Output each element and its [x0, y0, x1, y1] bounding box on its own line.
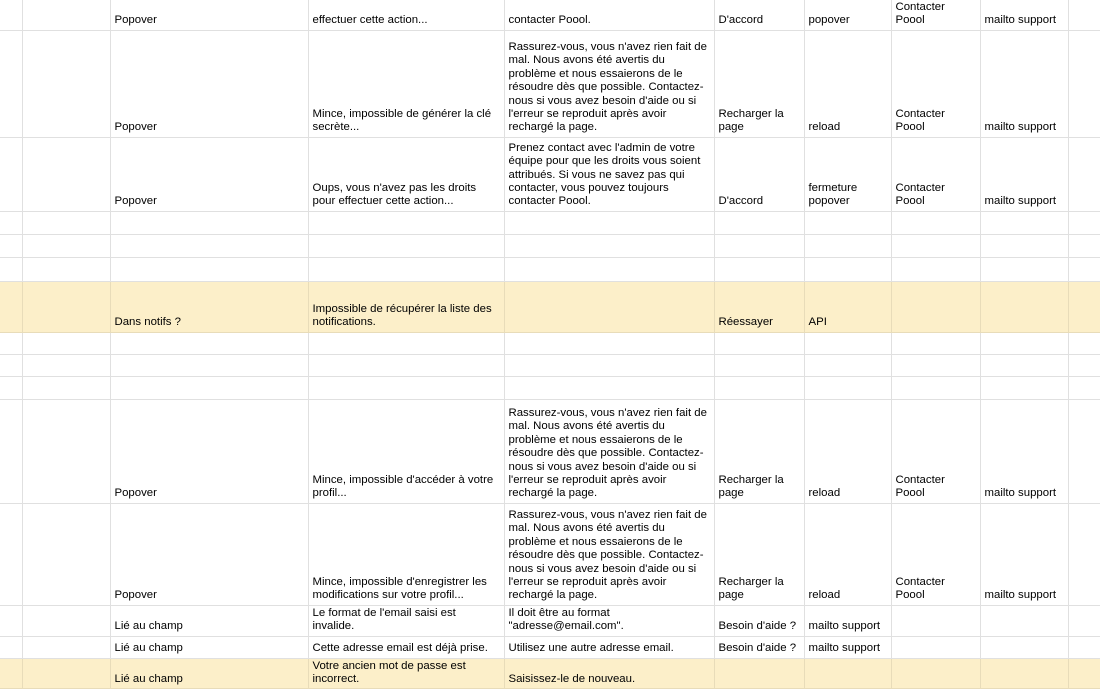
cell-col_c-9[interactable] — [110, 354, 308, 376]
cell-col_j-6[interactable] — [1068, 257, 1100, 281]
cell-col_e-2[interactable]: Rassurez-vous, vous n'avez rien fait de mal. Nous avons été avertis du problème et nous essaierons de le résoudre dès que possible. Contactez-nous si vous avez besoin d'aide ou si l'erreur se reproduit après avoir rechargé la page. — [504, 30, 714, 137]
cell-col_a-13[interactable] — [0, 605, 22, 636]
cell-col_b-12[interactable] — [22, 503, 110, 605]
cell-col_e-15[interactable]: Saisissez-le de nouveau. — [504, 658, 714, 689]
cell-col_i-5[interactable] — [980, 234, 1068, 257]
cell-col_b-14[interactable] — [22, 636, 110, 658]
cell-col_h-12[interactable]: Contacter Poool — [891, 503, 980, 605]
cell-col_i-1[interactable]: mailto support — [980, 0, 1068, 30]
table-row[interactable] — [0, 234, 1100, 257]
cell-col_f-11[interactable]: Recharger la page — [714, 399, 804, 503]
cell-col_i-15[interactable] — [980, 658, 1068, 689]
cell-col_a-5[interactable] — [0, 234, 22, 257]
cell-col_g-13[interactable]: mailto support — [804, 605, 891, 636]
cell-col_e-5[interactable] — [504, 234, 714, 257]
cell-col_a-3[interactable] — [0, 137, 22, 211]
cell-col_a-7[interactable] — [0, 281, 22, 332]
cell-col_j-3[interactable] — [1068, 137, 1100, 211]
cell-col_b-3[interactable] — [22, 137, 110, 211]
cell-col_i-11[interactable]: mailto support — [980, 399, 1068, 503]
cell-col_i-13[interactable] — [980, 605, 1068, 636]
cell-col_c-7[interactable]: Dans notifs ? — [110, 281, 308, 332]
cell-col_d-6[interactable] — [308, 257, 504, 281]
cell-col_j-2[interactable] — [1068, 30, 1100, 137]
cell-col_d-3[interactable]: Oups, vous n'avez pas les droits pour effectuer cette action... — [308, 137, 504, 211]
table-row[interactable] — [0, 257, 1100, 281]
cell-col_d-1[interactable]: effectuer cette action... — [308, 0, 504, 30]
cell-col_e-1[interactable]: contacter Poool. — [504, 0, 714, 30]
cell-col_i-3[interactable]: mailto support — [980, 137, 1068, 211]
cell-col_i-4[interactable] — [980, 211, 1068, 234]
cell-col_i-12[interactable]: mailto support — [980, 503, 1068, 605]
cell-col_d-7[interactable]: Impossible de récupérer la liste des notifications. — [308, 281, 504, 332]
cell-col_b-7[interactable] — [22, 281, 110, 332]
cell-col_f-9[interactable] — [714, 354, 804, 376]
table-row[interactable] — [0, 658, 1100, 689]
cell-col_h-1[interactable]: Contacter Poool — [891, 0, 980, 30]
cell-col_d-8[interactable] — [308, 332, 504, 354]
cell-col_b-13[interactable] — [22, 605, 110, 636]
cell-col_h-9[interactable] — [891, 354, 980, 376]
cell-col_g-6[interactable] — [804, 257, 891, 281]
cell-col_h-7[interactable] — [891, 281, 980, 332]
cell-col_b-2[interactable] — [22, 30, 110, 137]
cell-col_h-15[interactable] — [891, 658, 980, 689]
cell-col_f-8[interactable] — [714, 332, 804, 354]
cell-col_h-4[interactable] — [891, 211, 980, 234]
cell-col_b-9[interactable] — [22, 354, 110, 376]
cell-col_h-8[interactable] — [891, 332, 980, 354]
cell-col_f-1[interactable]: D'accord — [714, 0, 804, 30]
cell-col_a-15[interactable] — [0, 658, 22, 689]
cell-col_e-8[interactable] — [504, 332, 714, 354]
cell-col_h-5[interactable] — [891, 234, 980, 257]
cell-col_j-12[interactable] — [1068, 503, 1100, 605]
cell-col_j-14[interactable] — [1068, 636, 1100, 658]
table-row[interactable] — [0, 0, 1100, 30]
table-row[interactable] — [0, 354, 1100, 376]
cell-col_c-11[interactable]: Popover — [110, 399, 308, 503]
cell-col_e-9[interactable] — [504, 354, 714, 376]
cell-col_c-2[interactable]: Popover — [110, 30, 308, 137]
cell-col_i-7[interactable] — [980, 281, 1068, 332]
cell-col_h-11[interactable]: Contacter Poool — [891, 399, 980, 503]
cell-col_b-5[interactable] — [22, 234, 110, 257]
cell-col_i-14[interactable] — [980, 636, 1068, 658]
cell-col_f-3[interactable]: D'accord — [714, 137, 804, 211]
cell-col_g-4[interactable] — [804, 211, 891, 234]
cell-col_a-6[interactable] — [0, 257, 22, 281]
cell-col_g-8[interactable] — [804, 332, 891, 354]
cell-col_i-9[interactable] — [980, 354, 1068, 376]
cell-col_e-12[interactable]: Rassurez-vous, vous n'avez rien fait de mal. Nous avons été avertis du problème et nous essaierons de le résoudre dès que possible. Contactez-nous si vous avez besoin d'aide ou si l'erreur se reproduit après avoir rechargé la page. — [504, 503, 714, 605]
cell-col_d-4[interactable] — [308, 211, 504, 234]
cell-col_h-2[interactable]: Contacter Poool — [891, 30, 980, 137]
cell-col_f-6[interactable] — [714, 257, 804, 281]
table-row[interactable] — [0, 281, 1100, 332]
cell-col_i-2[interactable]: mailto support — [980, 30, 1068, 137]
cell-col_d-9[interactable] — [308, 354, 504, 376]
cell-col_f-2[interactable]: Recharger la page — [714, 30, 804, 137]
cell-col_j-9[interactable] — [1068, 354, 1100, 376]
cell-col_i-10[interactable] — [980, 376, 1068, 399]
cell-col_f-12[interactable]: Recharger la page — [714, 503, 804, 605]
cell-col_a-1[interactable] — [0, 0, 22, 30]
cell-col_e-7[interactable] — [504, 281, 714, 332]
cell-col_c-12[interactable]: Popover — [110, 503, 308, 605]
cell-col_a-2[interactable] — [0, 30, 22, 137]
cell-col_e-10[interactable] — [504, 376, 714, 399]
cell-col_g-12[interactable]: reload — [804, 503, 891, 605]
cell-col_b-11[interactable] — [22, 399, 110, 503]
table-row[interactable] — [0, 30, 1100, 137]
table-row[interactable] — [0, 605, 1100, 636]
cell-col_h-14[interactable] — [891, 636, 980, 658]
cell-col_i-8[interactable] — [980, 332, 1068, 354]
cell-col_g-14[interactable]: mailto support — [804, 636, 891, 658]
cell-col_d-14[interactable]: Cette adresse email est déjà prise. — [308, 636, 504, 658]
cell-col_j-7[interactable] — [1068, 281, 1100, 332]
cell-col_e-14[interactable]: Utilisez une autre adresse email. — [504, 636, 714, 658]
cell-col_e-3[interactable]: Prenez contact avec l'admin de votre équipe pour que les droits vous soient attribués. Si vous ne savez pas qui contacter, vous pouvez toujours contacter Poool. — [504, 137, 714, 211]
cell-col_a-4[interactable] — [0, 211, 22, 234]
cell-col_e-4[interactable] — [504, 211, 714, 234]
cell-col_j-4[interactable] — [1068, 211, 1100, 234]
cell-col_e-13[interactable]: Il doit être au format "adresse@email.com". — [504, 605, 714, 636]
cell-col_f-7[interactable]: Réessayer — [714, 281, 804, 332]
cell-col_d-11[interactable]: Mince, impossible d'accéder à votre profil... — [308, 399, 504, 503]
cell-col_g-2[interactable]: reload — [804, 30, 891, 137]
cell-col_c-14[interactable]: Lié au champ — [110, 636, 308, 658]
table-row[interactable] — [0, 399, 1100, 503]
cell-col_c-1[interactable]: Popover — [110, 0, 308, 30]
cell-col_d-13[interactable]: Le format de l'email saisi est invalide. — [308, 605, 504, 636]
cell-col_i-6[interactable] — [980, 257, 1068, 281]
cell-col_c-6[interactable] — [110, 257, 308, 281]
cell-col_g-11[interactable]: reload — [804, 399, 891, 503]
cell-col_j-1[interactable] — [1068, 0, 1100, 30]
cell-col_g-1[interactable]: popover — [804, 0, 891, 30]
cell-col_g-15[interactable] — [804, 658, 891, 689]
table-row[interactable] — [0, 211, 1100, 234]
cell-col_j-8[interactable] — [1068, 332, 1100, 354]
cell-col_f-5[interactable] — [714, 234, 804, 257]
cell-col_b-6[interactable] — [22, 257, 110, 281]
table-row[interactable] — [0, 376, 1100, 399]
cell-col_a-12[interactable] — [0, 503, 22, 605]
cell-col_f-14[interactable]: Besoin d'aide ? — [714, 636, 804, 658]
cell-col_g-10[interactable] — [804, 376, 891, 399]
cell-col_j-13[interactable] — [1068, 605, 1100, 636]
cell-col_f-13[interactable]: Besoin d'aide ? — [714, 605, 804, 636]
cell-col_j-15[interactable] — [1068, 658, 1100, 689]
cell-col_c-4[interactable] — [110, 211, 308, 234]
cell-col_j-11[interactable] — [1068, 399, 1100, 503]
cell-col_d-5[interactable] — [308, 234, 504, 257]
cell-col_g-3[interactable]: fermeture popover — [804, 137, 891, 211]
cell-col_f-10[interactable] — [714, 376, 804, 399]
cell-col_g-9[interactable] — [804, 354, 891, 376]
cell-col_a-14[interactable] — [0, 636, 22, 658]
cell-col_j-10[interactable] — [1068, 376, 1100, 399]
cell-col_f-15[interactable] — [714, 658, 804, 689]
cell-col_c-13[interactable]: Lié au champ — [110, 605, 308, 636]
cell-col_c-15[interactable]: Lié au champ — [110, 658, 308, 689]
cell-col_h-13[interactable] — [891, 605, 980, 636]
cell-col_b-4[interactable] — [22, 211, 110, 234]
cell-col_f-4[interactable] — [714, 211, 804, 234]
cell-col_a-9[interactable] — [0, 354, 22, 376]
cell-col_a-11[interactable] — [0, 399, 22, 503]
cell-col_a-10[interactable] — [0, 376, 22, 399]
cell-col_g-5[interactable] — [804, 234, 891, 257]
cell-col_c-5[interactable] — [110, 234, 308, 257]
cell-col_d-2[interactable]: Mince, impossible de générer la clé secrète... — [308, 30, 504, 137]
cell-col_g-7[interactable]: API — [804, 281, 891, 332]
cell-col_d-12[interactable]: Mince, impossible d'enregistrer les modifications sur votre profil... — [308, 503, 504, 605]
cell-col_b-15[interactable] — [22, 658, 110, 689]
cell-col_b-10[interactable] — [22, 376, 110, 399]
table-row[interactable] — [0, 332, 1100, 354]
cell-col_e-11[interactable]: Rassurez-vous, vous n'avez rien fait de mal. Nous avons été avertis du problème et nous essaierons de le résoudre dès que possible. Contactez-nous si vous avez besoin d'aide ou si l'erreur se reproduit après avoir rechargé la page. — [504, 399, 714, 503]
cell-col_b-8[interactable] — [22, 332, 110, 354]
cell-col_d-10[interactable] — [308, 376, 504, 399]
cell-col_c-3[interactable]: Popover — [110, 137, 308, 211]
cell-col_h-6[interactable] — [891, 257, 980, 281]
cell-col_b-1[interactable] — [22, 0, 110, 30]
cell-col_c-10[interactable] — [110, 376, 308, 399]
table-row[interactable] — [0, 503, 1100, 605]
cell-col_a-8[interactable] — [0, 332, 22, 354]
cell-col_h-3[interactable]: Contacter Poool — [891, 137, 980, 211]
cell-col_j-5[interactable] — [1068, 234, 1100, 257]
cell-col_d-15[interactable]: Votre ancien mot de passe est incorrect. — [308, 658, 504, 689]
cell-col_h-10[interactable] — [891, 376, 980, 399]
table-row[interactable] — [0, 636, 1100, 658]
table-row[interactable] — [0, 137, 1100, 211]
cell-col_e-6[interactable] — [504, 257, 714, 281]
cell-col_c-8[interactable] — [110, 332, 308, 354]
